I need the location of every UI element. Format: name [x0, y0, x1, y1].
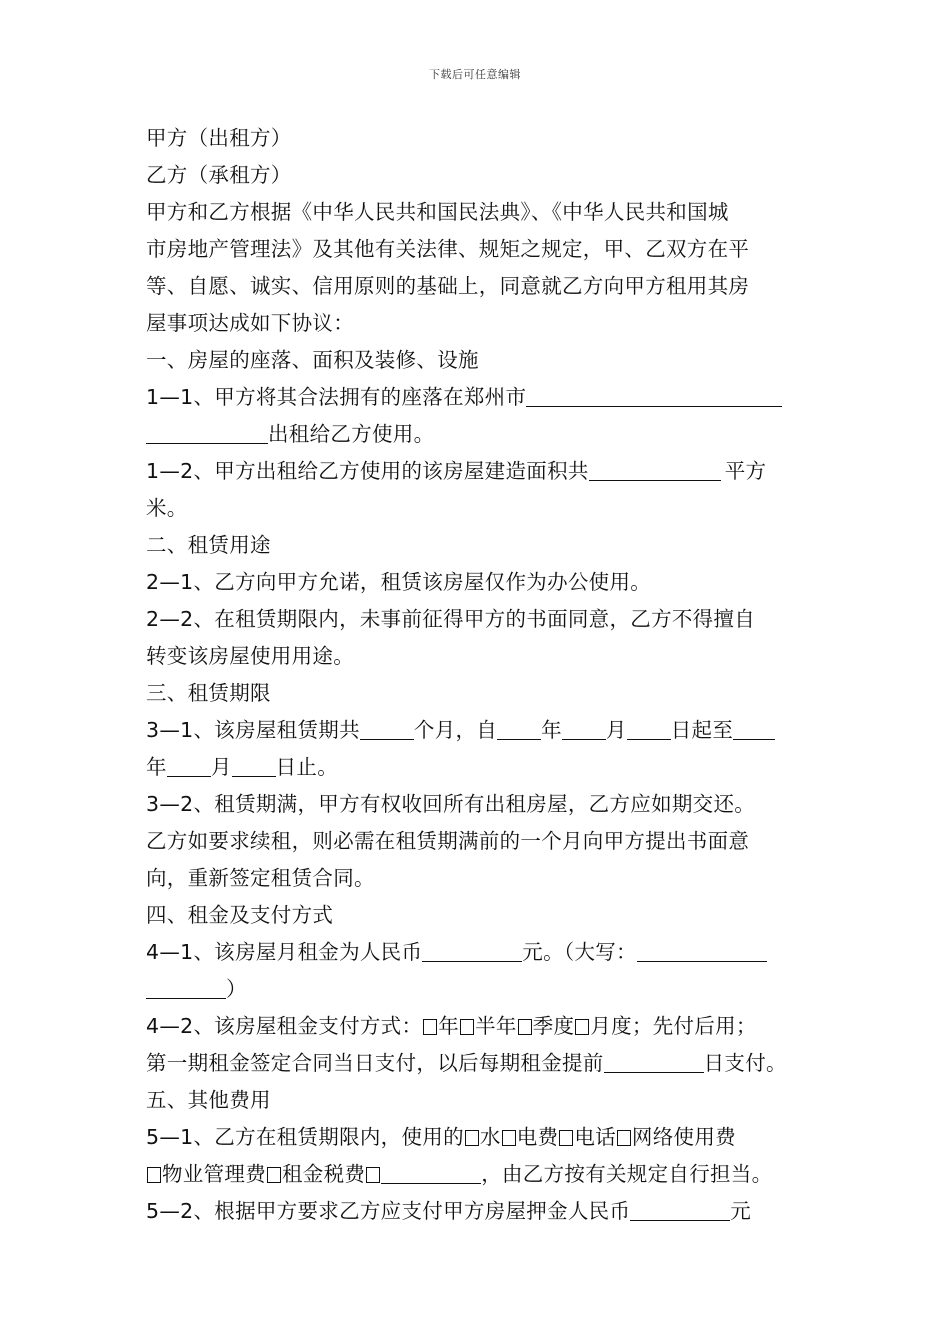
option-label: 半年	[475, 1014, 517, 1038]
end-year-blank[interactable]	[733, 719, 775, 740]
clause-3-2-line-1: 3—2、租赁期满，甲方有权收回所有出租房屋，乙方应如期交还。	[146, 792, 756, 816]
clause-text: 元	[730, 1199, 752, 1223]
checkbox-month[interactable]	[575, 1019, 589, 1035]
clause-text: 1—2、甲方出租给乙方使用的该房屋建造面积共	[146, 459, 589, 483]
address-blank-2[interactable]	[146, 423, 268, 444]
clause-1-2-line-2: 米。	[146, 496, 188, 520]
start-day-blank[interactable]	[627, 719, 671, 740]
clause-text: 5—2、根据甲方要求乙方应支付甲方房屋押金人民币	[146, 1199, 631, 1223]
section-1-heading: 一、房屋的座落、面积及装修、设施	[146, 348, 479, 372]
clause-text: 个月，自	[413, 718, 498, 742]
option-label: 季度	[532, 1014, 575, 1038]
clause-text: 月	[210, 755, 232, 779]
checkbox-other[interactable]	[366, 1167, 380, 1183]
rent-words-blank-1[interactable]	[637, 941, 767, 962]
option-label: 水	[479, 1125, 501, 1149]
clause-2-1: 2—1、乙方向甲方允诺，租赁该房屋仅作为办公使用。	[146, 570, 652, 594]
rent-amount-blank[interactable]	[422, 941, 522, 962]
checkbox-network[interactable]	[617, 1130, 631, 1146]
deposit-blank[interactable]	[630, 1200, 730, 1221]
option-label: 月度；先付后用；	[590, 1014, 757, 1038]
clause-1-2-line-1	[146, 453, 806, 490]
preamble-line-4: 屋事项达成如下协议：	[146, 311, 354, 335]
clause-text: 出租给乙方使用。	[268, 422, 435, 446]
clause-text: 年	[541, 718, 562, 742]
option-label: 电费	[516, 1125, 559, 1149]
end-month-blank[interactable]	[167, 756, 211, 777]
area-blank[interactable]	[589, 460, 721, 481]
clause-text: 年	[146, 755, 167, 779]
clause-4-1-line-2	[146, 971, 806, 1008]
address-blank-1[interactable]	[526, 386, 782, 407]
clause-text: 元。（大写：	[522, 940, 637, 964]
clause-text: 日起至	[670, 718, 734, 742]
clause-text: 平方	[724, 459, 767, 483]
clause-text: 3—1、该房屋租赁期共	[146, 718, 360, 742]
start-year-blank[interactable]	[497, 719, 541, 740]
advance-days-blank[interactable]	[604, 1052, 704, 1073]
checkbox-rent-tax[interactable]	[267, 1167, 281, 1183]
clause-2-2-line-2: 转变该房屋使用用途。	[146, 644, 354, 668]
clause-1-1-line-2	[146, 416, 806, 453]
checkbox-water[interactable]	[465, 1130, 479, 1146]
clause-5-2-line-1	[146, 1193, 806, 1230]
clause-5-1-line-1	[146, 1119, 806, 1156]
clause-4-1-line-1	[146, 934, 806, 971]
section-5-heading: 五、其他费用	[146, 1088, 271, 1112]
preamble-line-2: 市房地产管理法》及其他有关法律、规矩之规定，甲、乙双方在平	[146, 237, 750, 261]
clause-text: ）	[226, 977, 247, 1001]
checkbox-phone[interactable]	[559, 1130, 573, 1146]
other-fee-blank[interactable]	[381, 1163, 481, 1184]
option-label: 网络使用费	[631, 1125, 736, 1149]
preamble-line-1: 甲方和乙方根据《中华人民共和国民法典》、《中华人民共和国城	[146, 200, 729, 224]
checkbox-property-fee[interactable]	[147, 1167, 161, 1183]
option-label: 物业管理费	[162, 1162, 266, 1186]
section-2-heading: 二、租赁用途	[146, 533, 271, 557]
clause-text: 4—2、该房屋租金支付方式：	[146, 1014, 423, 1038]
clause-3-2-line-2: 乙方如要求续租，则必需在租赁期满前的一个月向甲方提出书面意	[146, 829, 750, 853]
section-3-heading: 三、租赁期限	[146, 681, 271, 705]
checkbox-year[interactable]	[423, 1019, 437, 1035]
checkbox-quarter[interactable]	[518, 1019, 532, 1035]
checkbox-electricity[interactable]	[502, 1130, 516, 1146]
clause-3-1-line-1	[146, 712, 806, 749]
clause-1-1-line-1	[146, 379, 806, 416]
clause-text: 日止。	[275, 755, 339, 779]
option-label: 电话	[574, 1125, 616, 1149]
clause-2-2-line-1: 2—2、在租赁期限内，未事前征得甲方的书面同意，乙方不得擅自	[146, 607, 756, 631]
option-label: 年	[438, 1014, 460, 1038]
section-4-heading: 四、租金及支付方式	[146, 903, 334, 927]
clause-text: ，由乙方按有关规定自行担当。	[481, 1162, 773, 1186]
clause-3-2-line-3: 向，重新签定租赁合同。	[146, 866, 375, 890]
party-b-line: 乙方（承租方）	[146, 163, 292, 187]
contract-body	[146, 120, 806, 1230]
clause-text: 5—1、乙方在租赁期限内，使用的	[146, 1125, 464, 1149]
clause-text: 1—1、甲方将其合法拥有的座落在郑州市	[146, 385, 527, 409]
clause-5-1-line-2	[146, 1156, 806, 1193]
start-month-blank[interactable]	[562, 719, 606, 740]
party-a-line: 甲方（出租方）	[146, 126, 292, 150]
preamble-line-3: 等、自愿、诚实、信用原则的基础上，同意就乙方向甲方租用其房	[146, 274, 750, 298]
clause-4-2-line-1	[146, 1008, 806, 1045]
clause-4-2-line-2	[146, 1045, 806, 1082]
clause-text: 日支付。	[703, 1051, 787, 1075]
clause-3-1-line-2	[146, 749, 806, 786]
end-day-blank[interactable]	[232, 756, 276, 777]
page-header-note: 下载后可任意编辑	[429, 68, 521, 81]
clause-text: 4—1、该房屋月租金为人民币	[146, 940, 423, 964]
rent-words-blank-2[interactable]	[146, 978, 226, 999]
months-blank[interactable]	[360, 719, 414, 740]
clause-text: 第一期租金签定合同当日支付，以后每期租金提前	[146, 1051, 604, 1075]
clause-text: 月	[605, 718, 627, 742]
option-label: 租金税费	[282, 1162, 366, 1186]
checkbox-half-year[interactable]	[460, 1019, 474, 1035]
